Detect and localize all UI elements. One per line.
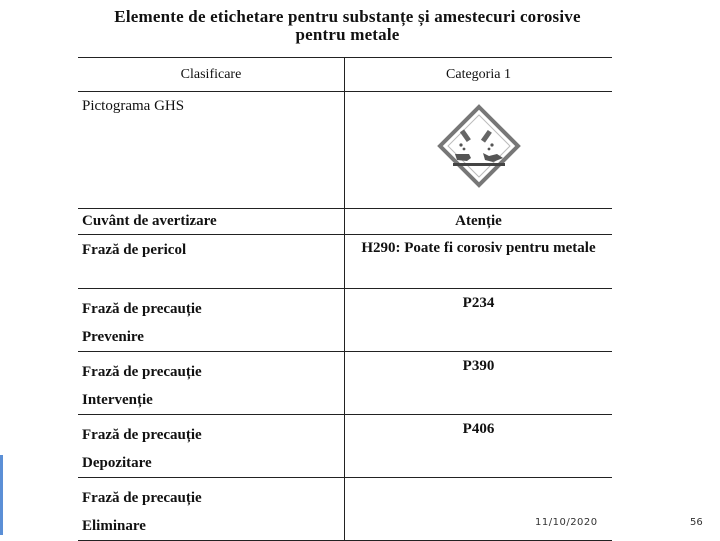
page-number: 56 — [690, 517, 703, 528]
precaution-label: Frază de precauție — [82, 490, 202, 506]
table-row — [78, 478, 612, 541]
ghs05-corrosion-icon — [437, 104, 521, 193]
precaution-code: P234 — [345, 289, 613, 352]
pictogram-cell — [345, 92, 613, 209]
table-header-row — [78, 58, 612, 92]
precaution-label-cell — [78, 289, 345, 352]
title-line-1: Elemente de etichetare pentru substanțe și amestecuri corosive — [114, 7, 581, 26]
table-row — [78, 235, 612, 289]
precaution-sublabel: Depozitare — [82, 455, 152, 471]
header-classification: Clasificare — [78, 58, 345, 92]
precaution-label-cell — [78, 415, 345, 478]
precaution-sublabel: Eliminare — [82, 518, 146, 534]
hazard-statement-value: H290: Poate fi corosiv pentru metale — [345, 235, 613, 289]
table-row — [78, 415, 612, 478]
title-line-2: pentru metale — [295, 25, 400, 44]
precaution-code — [345, 478, 613, 541]
precaution-label: Frază de precauție — [82, 427, 202, 443]
table-row — [78, 209, 612, 235]
precaution-sublabel: Intervenție — [82, 392, 153, 408]
precaution-sublabel: Prevenire — [82, 329, 144, 345]
table-row — [78, 352, 612, 415]
left-accent-bar — [0, 455, 3, 535]
pictogram-label: Pictograma GHS — [78, 92, 345, 209]
signal-word-value: Atenție — [345, 209, 613, 235]
table-row — [78, 289, 612, 352]
hazard-statement-label: Frază de pericol — [78, 235, 345, 289]
precaution-label-cell — [78, 478, 345, 541]
precaution-label-cell — [78, 352, 345, 415]
footer-date: 11/10/2020 — [535, 517, 598, 528]
labeling-table — [78, 57, 612, 541]
page-title — [70, 8, 625, 44]
precaution-label: Frază de precauție — [82, 364, 202, 380]
precaution-label: Frază de precauție — [82, 301, 202, 317]
precaution-code: P390 — [345, 352, 613, 415]
table-row — [78, 92, 612, 209]
precaution-code: P406 — [345, 415, 613, 478]
header-category: Categoria 1 — [345, 58, 613, 92]
signal-word-label: Cuvânt de avertizare — [78, 209, 345, 235]
